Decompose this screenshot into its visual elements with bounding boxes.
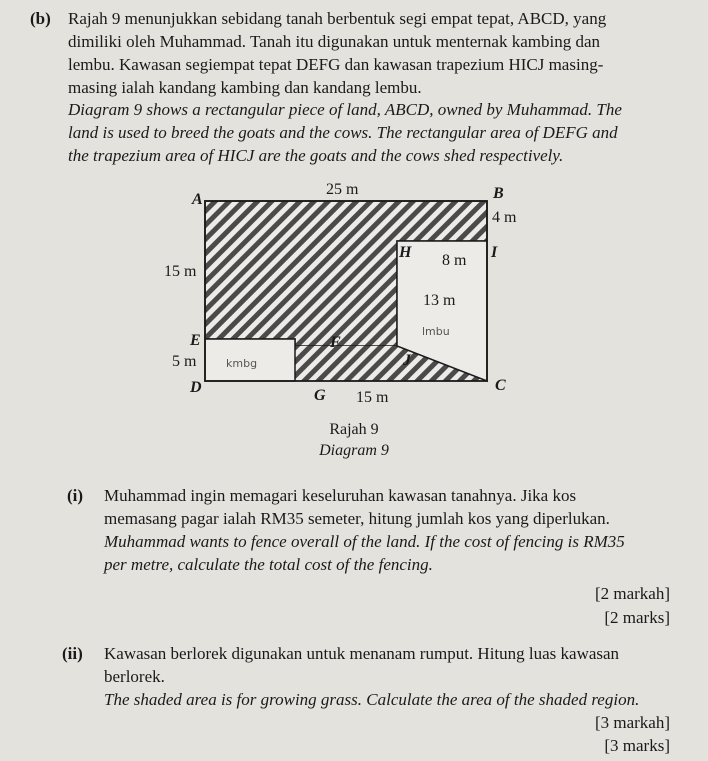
intro-english-line-3: the trapezium area of HICJ are the goats and the cows shed respectively.: [68, 146, 564, 165]
point-H: H: [399, 244, 412, 261]
point-B: B: [493, 185, 504, 202]
question-ii-marks-english: [3 marks]: [604, 736, 670, 755]
caption-english: Diagram 9: [319, 442, 389, 459]
point-I: I: [491, 244, 498, 261]
question-ii-marks-malay: [3 markah]: [594, 713, 670, 732]
intro-malay-line-2: dimiliki oleh Muhammad. Tanah itu digunakan untuk menternak kambing dan: [68, 32, 601, 51]
point-E: E: [190, 332, 201, 349]
question-i-malay-line-2: memasang pagar ialah RM35 semeter, hitung jumlah kos yang diperlukan.: [104, 509, 610, 528]
dim-b-to-i: 4 m: [492, 209, 517, 226]
question-i-label: (i): [67, 486, 84, 505]
point-F: F: [330, 334, 341, 351]
point-D: D: [190, 379, 202, 396]
handwriting-goat: kmbg: [226, 357, 258, 370]
land-diagram: [150, 178, 550, 410]
intro-english-line-2: land is used to breed the goats and the cows. The rectangular area of DEFG and: [68, 123, 618, 142]
dim-left: 15 m: [164, 263, 197, 280]
intro-malay-line-1: Rajah 9 menunjukkan sebidang tanah berbentuk segi empat tepat, ABCD, yang: [68, 9, 607, 28]
intro-english-line-1: Diagram 9 shows a rectangular piece of land, ABCD, owned by Muhammad. The: [68, 100, 622, 119]
question-ii-malay-line-1: Kawasan berlorek digunakan untuk menanam rumput. Hitung luas kawasan: [104, 644, 620, 663]
dim-h-to-i: 8 m: [442, 252, 467, 269]
dim-top: 25 m: [326, 181, 359, 198]
intro-malay-line-4: masing ialah kandang kambing dan kandang lembu.: [68, 78, 422, 97]
question-i-english-line-2: per metre, calculate the total cost of the fencing.: [104, 555, 433, 574]
dim-i-to-c: 13 m: [423, 292, 456, 309]
question-i-marks-english: [2 marks]: [604, 608, 670, 627]
handwriting-cow: lmbu: [422, 325, 450, 338]
question-i-english-line-1: Muhammad wants to fence overall of the land. If the cost of fencing is RM35: [104, 532, 625, 551]
dim-d-to-e: 5 m: [172, 353, 197, 370]
point-G: G: [314, 387, 326, 404]
question-ii-english-line-1: The shaded area is for growing grass. Calculate the area of the shaded region.: [104, 690, 640, 709]
question-i-malay-line-1: Muhammad ingin memagari keseluruhan kawasan tanahnya. Jika kos: [104, 486, 577, 505]
point-C: C: [495, 377, 506, 394]
point-J: J: [403, 352, 411, 369]
question-ii-malay-line-2: berlorek.: [104, 667, 165, 686]
point-A: A: [192, 191, 203, 208]
dim-g-to-c: 15 m: [356, 389, 389, 406]
intro-malay-line-3: lembu. Kawasan segiempat tepat DEFG dan kawasan trapezium HICJ masing-: [68, 55, 604, 74]
part-label: (b): [30, 9, 51, 28]
caption-malay: Rajah 9: [329, 421, 379, 438]
question-ii-label: (ii): [62, 644, 83, 663]
question-i-marks-malay: [2 markah]: [594, 584, 670, 603]
